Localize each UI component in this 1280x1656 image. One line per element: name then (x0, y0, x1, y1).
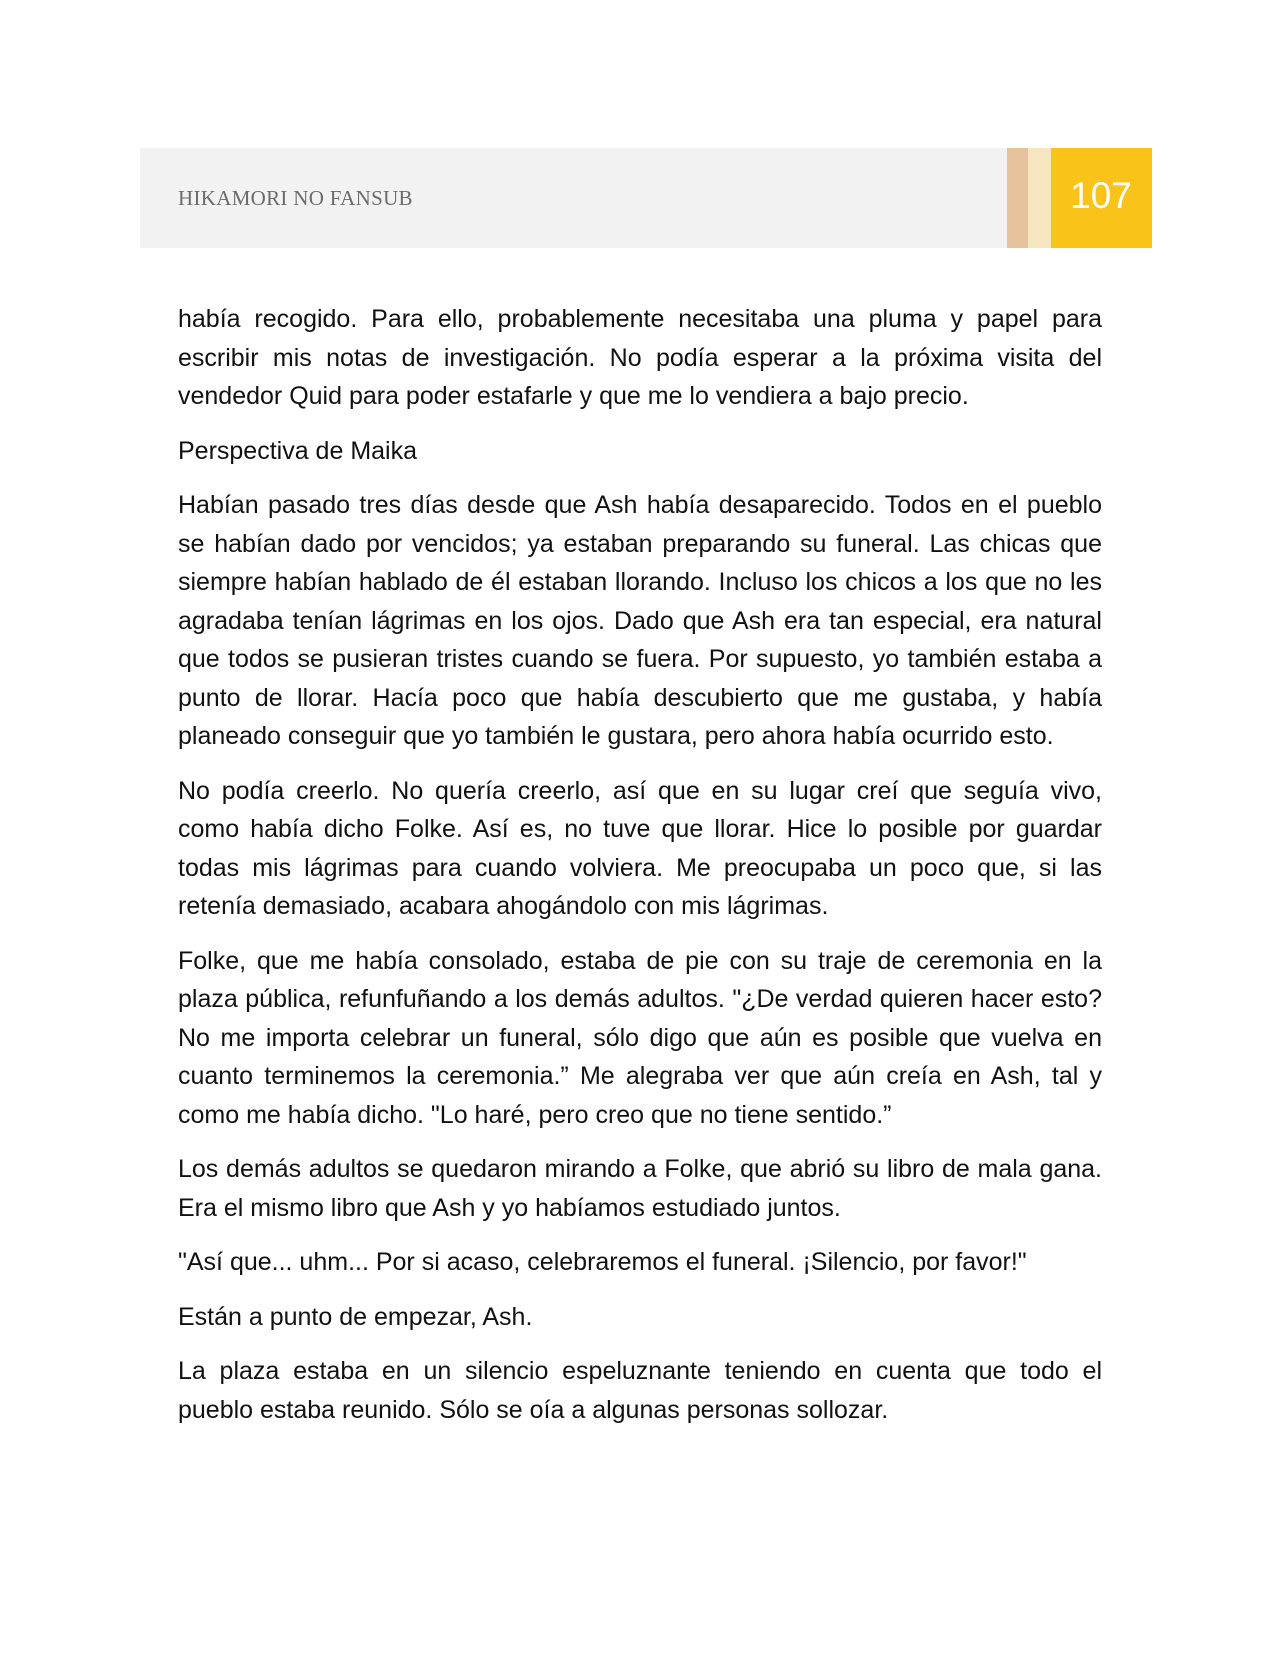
paragraph: Los demás adultos se quedaron mirando a Folke, que abrió su libro de mala gana. Era el mismo libro que Ash y yo habíamos estudiado juntos. (178, 1155, 1102, 1222)
paragraph: Habían pasado tres días desde que Ash había desaparecido. Todos en el pueblo se habían dado por vencidos; ya estaban preparando su funeral. Las chicas que siempre habían hablado de él estaban llorando. Incluso los chicos a los que no les agradaba tenían lágrimas en los ojos. Dado que Ash era tan especial, era natural que todos se pusieran tristes cuando se fuera. Por supuesto, yo también estaba a punto de llorar. Hacía poco que había descubierto que me gustaba, y había planeado conseguir que yo también le gustara, pero ahora había ocurrido esto. (178, 491, 1102, 750)
section-heading: Perspectiva de Maika (178, 436, 418, 465)
paragraph: "Así que... uhm... Por si acaso, celebraremos el funeral. ¡Silencio, por favor!" (178, 1248, 1027, 1276)
page-body (178, 300, 1102, 1445)
paragraph: Están a punto de empezar, Ash. (178, 1302, 533, 1331)
header-stripe-tan (1007, 148, 1028, 248)
paragraph: Folke, que me había consolado, estaba de pie con su traje de ceremonia en la plaza pública, refunfuñando a los demás adultos. "¿De verdad quieren hacer esto? No me importa celebrar un funeral, sólo digo que aún es posible que vuelva en cuanto terminemos la ceremonia.” Me alegraba ver que aún creía en Ash, tal y como me había dicho. "Lo haré, pero creo que no tiene sentido.” (178, 946, 1102, 1129)
page-number: 107 (1070, 175, 1132, 216)
page-number-box (1051, 148, 1152, 248)
paragraph: La plaza estaba en un silencio espeluznante teniendo en cuenta que todo el pueblo estaba reunido. Sólo se oía a algunas personas sollozar. (178, 1357, 1102, 1424)
running-header (140, 148, 1007, 248)
header-stripe-cream (1028, 148, 1051, 248)
paragraph: había recogido. Para ello, probablemente necesitaba una pluma y papel para escribir mis notas de investigación. No podía esperar a la próxima visita del vendedor Quid para poder estafarle y que me lo vendiera a bajo precio. (178, 305, 1102, 410)
paragraph: No podía creerlo. No quería creerlo, así que en su lugar creí que seguía vivo, como había dicho Folke. Así es, no tuve que llorar. Hice lo posible por guardar todas mis lágrimas para cuando volviera. Me preocupaba un poco que, si las retenía demasiado, acabara ahogándolo con mis lágrimas. (178, 776, 1102, 920)
header-title: HIKAMORI NO FANSUB (178, 186, 413, 210)
